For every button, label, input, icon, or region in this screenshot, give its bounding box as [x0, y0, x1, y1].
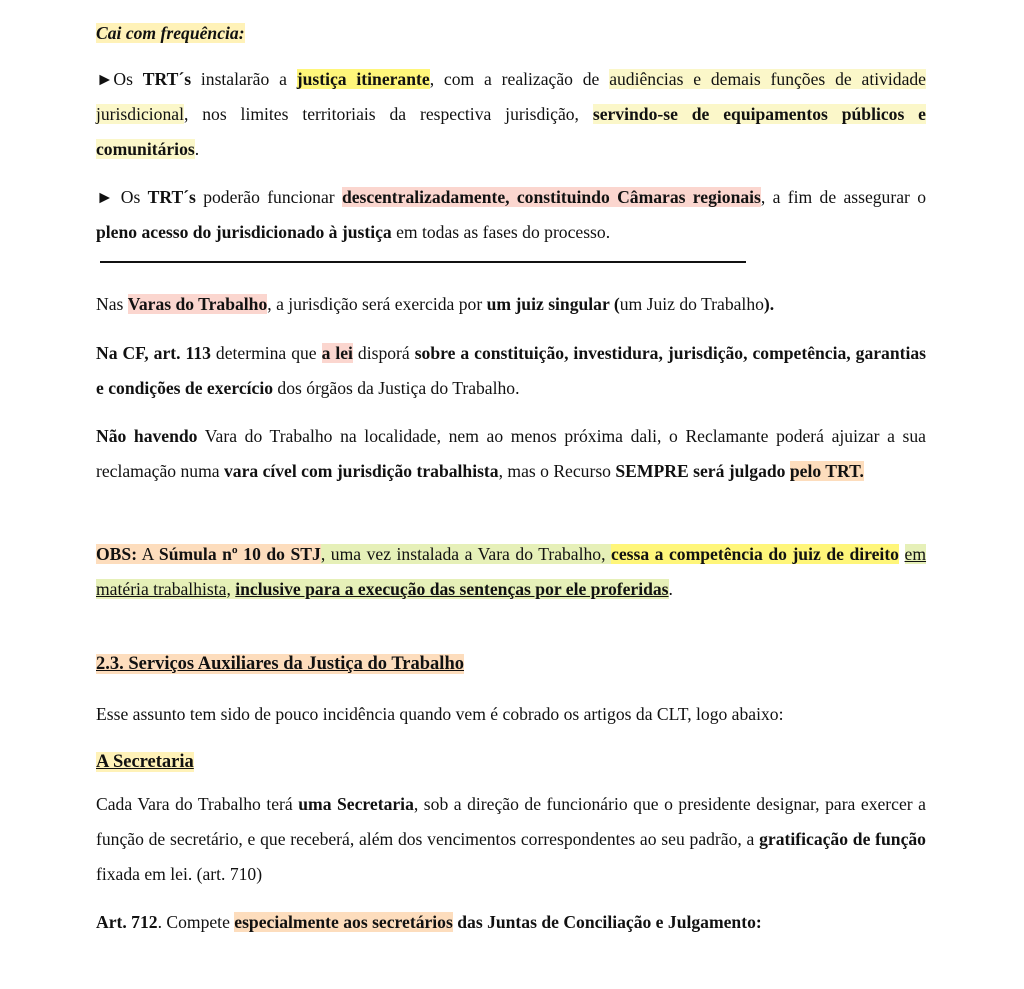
paragraph-cf-art-113: Na CF, art. 113 determina que a lei disporá sobre a constituição, investidura, jurisdição, competência, garantias e condições de exercício dos órgãos da Justiça do Trabalho.: [96, 343, 927, 398]
subheading-secretaria: A Secretaria: [96, 752, 194, 772]
frequency-heading: Cai com frequência:: [96, 23, 245, 43]
paragraph-camaras-regionais: ► Os TRT´s poderão funcionar descentralizadamente, constituindo Câmaras regionais, a fim de assegurar o pleno acesso do jurisdicionado à justiça em todas as fases do processo.: [96, 187, 926, 242]
paragraph-varas-do-trabalho: Nas Varas do Trabalho, a jurisdição será exercida por um juiz singular (um Juiz do Trabalho).: [96, 294, 775, 314]
paragraph-secretaria: Cada Vara do Trabalho terá uma Secretaria, sob a direção de funcionário que o presidente designar, para exercer a função de secretário, e que receberá, além dos vencimentos correspondentes ao seu padrão, a gratificação de função fixada em lei. (art. 710): [96, 794, 926, 884]
paragraph-justica-itinerante: ►Os TRT´s instalarão a justiça itinerante, com a realização de audiências e demais funções de atividade jurisdicional, nos limites territoriais da respectiva jurisdição, servindo-se de equipamentos públicos e comunitários.: [96, 69, 926, 159]
bullet-arrow-icon: ►: [96, 69, 114, 89]
paragraph-obs-sumula: OBS: A Súmula nº 10 do STJ, uma vez instalada a Vara do Trabalho, cessa a competência do juiz de direito em matéria trabalhista, inclusive para a execução das sentenças por ele proferidas.: [96, 544, 927, 599]
bullet-arrow-icon: ►: [96, 187, 114, 207]
paragraph-art-712: Art. 712. Compete especialmente aos secretários das Juntas de Conciliação e Julgamento:: [96, 912, 762, 932]
paragraph-nao-havendo: Não havendo Vara do Trabalho na localidade, nem ao menos próxima dali, o Reclamante poderá ajuizar a sua reclamação numa vara cível com jurisdição trabalhista, mas o Recurso SEMPRE será julgado pelo TRT.: [96, 426, 926, 481]
horizontal-divider: [100, 261, 746, 263]
section-heading: 2.3. Serviços Auxiliares da Justiça do Trabalho: [96, 654, 464, 674]
paragraph-intro-clt: Esse assunto tem sido de pouco incidência quando vem é cobrado os artigos da CLT, logo abaixo:: [96, 704, 784, 724]
